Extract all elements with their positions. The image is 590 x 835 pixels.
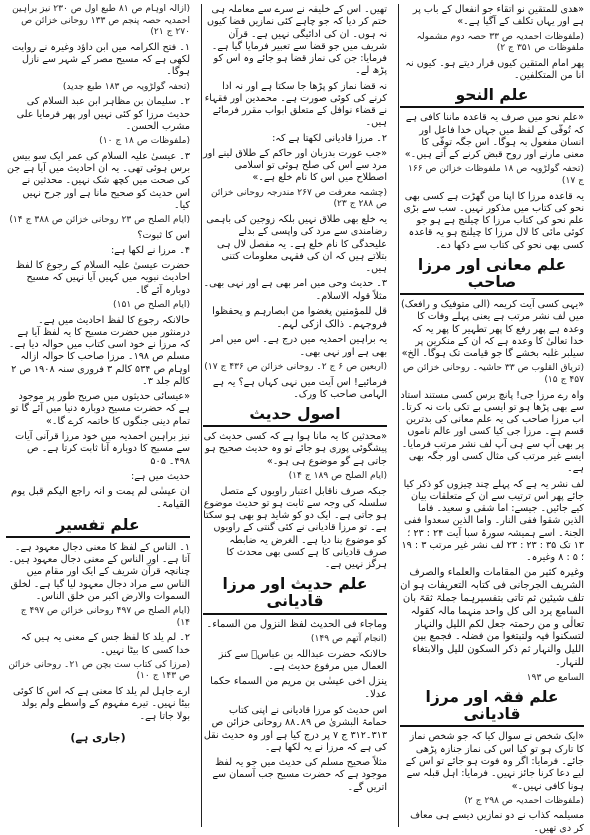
paragraph: «یہی کسی آیت کریمہ (الی متوفیک و رافعک) میں لف نشر مرتب ہے یعنی پہلے وفات کا وعدہ ہے پھر رفع کا پھر تطہیر کا پھر یہ کہ خدا تعالیٰ کا وعدہ ہے کہ ان کے منکرین پر سیلبر غلبہ بخشے گا جو قیامت تک ہوگا۔ الخ» (401, 299, 584, 360)
column-left (6, 4, 190, 827)
citation: (تحفہ گولڑویہ ص ۱۸۳ طبع جدید) (62, 81, 190, 92)
continued-note: (جاری ہے) (70, 730, 126, 744)
paragraph: حالانکہ حضرت عبداللہ بن عباسؓ سے کنز العمال میں مرفوع حدیث ہے۔ (218, 648, 387, 673)
paragraph: «محدثین کا یہ مانا ہوا ہے کہ کسی حدیث کی پیشگوئی پوری ہو جائے تو وہ حدیث صحیح ہو جاتی ہے گو موضوع ہی ہو۔» (203, 431, 387, 467)
arabic-quote: قل للمؤمنین یغضوا من ابصارہم و یحفظوا فروجہم۔ ذالک ازکی لہم۔ (212, 305, 387, 330)
paragraph: لف نشر یہ ہے کہ پہلے چند چیزوں کو ذکر کیا جائے پھر اس ترتیب سے ان کے متعلقات بیان کیے جائیں۔ جیسے: اما شقی و سعید۔ فاما الذین شقوا ففی النار۔ واما الذین سعدوا ففی الجنۃ۔ اسے ہمیشہ سورۃ سبا آیت ۲۴ : ۲۳ ؛ ۱۳ تک ۳۵ : ۲۳ : ۲۳ لف نشر غیر مرتب ۳ : ۱۹ ؛ ۵ : ۸ وغیرہ۔ (401, 478, 584, 564)
paragraph: نہ قضا نماز کو پڑھا جا سکتا ہے اور نہ ادا کرنے کی کوئی صورت ہے۔ محمدین اور فقہاء نے قضاء نوافل کے متعلق ابواب مقرر فرمائے ہیں۔ (204, 80, 387, 129)
citation: (ایام الصلح ص ۱۸۹ ج ۱۴) (288, 470, 387, 481)
paragraph: یہ قاعدہ مرزا کا اپنا من گھڑت ہے کسی بھی نحو کی کتاب میں مذکور نہیں۔ سب سے بڑی علم نحو کی کتاب مرزا کا چیلنج ہے ہو جو کوئی مائی کا لال مرزا کا چیلنج ہو یہ قاعدہ کسی بھی نحو کی کتاب سے دکھا دے۔ (403, 190, 584, 251)
paragraph: ۳۔ حدیث وحی میں امر بھی ہے اور نہی بھی۔ مثلاً قولہ الاسلام۔ (203, 278, 387, 302)
arabic-quote: وغیرہ کثیر من المقامات والعلماء والصرف الشریف الجرجانی فی کتابہ التعریفات ہو ان تلف شیئین ثم تاتی بتفسیرہما جملۃ ثقۃ بان السامع یرد الی کل واحد منہما مالہ کقولہ تعالٰی و من رحمتہ جعل لکم اللیل والنہار لتسکنوا فیہ ولتبتغوا من فضلہ۔ فجمع بین اللیل والنہار ثم ذکر السکون للیل والابتغاء للنہار۔ (400, 567, 584, 668)
citation: (چشمہ معرفت ص ۲۶۷ مندرجہ روحانی خزائن ص ۲۸۸ ج ۲۳) (210, 187, 387, 210)
column-right (400, 4, 584, 834)
paragraph: حضرت عیسیٰ علیہ السلام کے رجوع کا لفظ احادیث نبویہ میں کہیں آیا نہیں کہ مسیح دوبارہ آئے گا۔ (15, 260, 190, 296)
paragraph: ۱۔ الناس کے لفظ کا معنی دجال معہود ہے۔ آتا ہے۔ اور الناس کے معنی دجال معہود ہیں۔ چنانچہ قرآن شریف کے ایک اور مقام میں الناس سے مراد دجال معہود لیا گیا ہے۔ لخلق السموات والارض اکبر من خلق الناس۔ (8, 541, 190, 602)
paragraph: ۲۔ سلیمان بن مظاہر ابن عبد السلام کی حدیث مرزا کو کئی نہیں اور پھر فرمایا علی مشرب الحسن۔ (16, 96, 190, 132)
citation: (ازالہ اوہام ص ۸۱ طبع اول ص ۲۳۰ نیز براہین احمدیہ حصہ پنجم ص ۱۳۳ روحانی خزائن ص ۲۷۰ ج ۲۱) (12, 4, 190, 38)
paragraph: ۴۔ مرزا نے لکھا ہے: (110, 244, 190, 256)
paragraph: ۳۔ عیسیٰ علیہ السلام کی عمر ایک سو بیس برس ہوئی تھی۔ یہ ان احادیث میں آیا ہے جن کی صحت میں کچھ شک نہیں۔ محدثین نے اس حدیث کو صحیح مانا ہے اور جرح نہیں کیا۔ (6, 150, 190, 211)
paragraph: اس کا ثبوت؟ (137, 229, 190, 241)
citation: (مرزا کی کتاب ست بچن ص ۲۱۔ روحانی خزائن ص ۱۴۳ ج ۱۰) (8, 659, 190, 682)
citation: (تحفہ گولڑویہ ص ۱۸ ملفوظات خزائن ص ۱۶۶ ج ۱۷) (408, 164, 584, 187)
paragraph: حدیث میں ہے: (131, 470, 190, 482)
paragraph: اس حدیث کو مرزا قادیانی نے اپنی کتاب حمامۃ البشریٰ ص ۸۹۔۸۸ روحانی خزائن ص ۳۱۳۔۳۱۲ ج ۷ پر درج کیا ہے اور وہ حدیث نقل کی ہے کہ مرزا نے یہ لکھا ہے۔ (203, 705, 387, 753)
section-heading: علم حدیث اور مرزا قادیانی (203, 576, 387, 614)
paragraph: مثلاً صحیح مسلم کی حدیث میں جو یہ لفظ موجود ہے کہ حضرت مسیح جب آسمان سے اتریں گے۔ (212, 757, 387, 793)
paragraph: ارے جاہل لم یلد کا معنی ہے کہ اس کا کوئی بیٹا نہیں۔ تیرے مفہوم کے واسطے ولم یولد بولا جاتا ہے۔ (13, 686, 190, 722)
column-divider (398, 4, 399, 827)
paragraph: یہ خلع بھی طلاق نہیں بلکہ زوجین کی باہمی رضامندی سے مرد کی واپسی کے بدلے علیحدگی کا نام خلع ہے۔ یہ مفصل لال ہی بتلاتے ہیں کہ ان کی فقہی معلومات کتنی ہیں۔ (206, 213, 387, 275)
citation: (تریاق القلوب ص ۳۳ حاشیہ۔ روحانی خزائن ص ۴۵۷ ج ۱۵) (403, 363, 584, 386)
paragraph: «جب عورت بدزبان اور حاکم کے طلاق لینے اور مرد سے اس کی صلح ہوئی تو اسلامی اصطلاح میں اس کا نام خلع ہے۔» (203, 147, 387, 184)
citation: (ایام الصلح ص ۱۵۱) (113, 300, 190, 310)
paragraph: واہ رے مرزا جی! پانچ برس کسی مستند استاد سے بھی پڑھا ہو تو ایسی بے تکی بات نہ کرتا۔ اب مرزا صاحب کی یہ علم معانی کی بدترین قسم ہے۔ مرزا جی کیا کسی اور عالم ناموں پر بھی آپ سے ہی آپ لف نشر مرتب فرمایا۔ ایسے غیر مرتب کی مثال کسی اور جگہ بھی ہے۔ (400, 389, 584, 475)
section-heading: علم تفسیر (6, 517, 190, 538)
arabic-quote: ان عیسٰی لم یمت و انہ راجع الیکم قبل یوم القیامۃ۔ (11, 486, 190, 510)
paragraph: فرمائیے! اس آیت میں نہی کہاں ہے؟ یہ ہے الہامی صاحب کا ورک۔ (212, 376, 387, 400)
citation: (ایام الصلح ص ۴۹۷ روحانی خزائن ص ۴۹۷ ج ۱۴) (20, 606, 190, 628)
citation: (اربعین ص ۶ ج ۲۔ روحانی خزائن ص ۴۳۶ ج ۱۷) (204, 361, 387, 372)
citation: (انجام آتھم ص ۱۴۹) (310, 634, 387, 645)
arabic-quote: ینزل اخی عیسٰی بن مریم من السماء حکما عدلا۔ (210, 676, 387, 701)
paragraph: «علم نحو میں صرف یہ قاعدہ ماننا کافی ہے کہ تُوفّی کے لفظ میں جہاں خدا فاعل اور انسان مفعول بہ ہوگا۔ اس جگہ توفّی کا معنی مارنے اور روح قبض کرنے کے آتے ہیں۔» (404, 112, 584, 161)
paragraph: جبکہ صرف ناقابل اعتبار راویوں کے متصل سلسلہ کی وجہ سے ثابت ہو تو حدیث موضوع ہو جاتی ہے۔ ایک دو کو شاید ہو بھی ہو سکتا ہے۔ تو مرزا قادیانی نے کئی گنتی کے راویوں کو موضوع بنا دیا ہے۔ الغرض یہ ضابطہ صرف قادیانی کا ہے کسی بھی محدث کا ہرگز نہیں ہے۔ (203, 485, 387, 571)
section-heading: علم معانی اور مرزا صاحب (400, 257, 584, 295)
citation: (ملفوظات احمدیہ ص ۲۹۸ ج ۲) (464, 795, 584, 806)
paragraph: ۱۔ فتح الکرامہ میں ابن داؤد وغیرہ نے روایت لکھی ہے کہ مسیح مصر کے شہر سے نازل ہوگا۔ (11, 41, 190, 78)
paragraph: مسیلمہ کذاب نے دو نمازیں دیسے ہی معاف کر دی تھیں۔ (410, 810, 584, 834)
paragraph: «هدی للمتقین نو اتقاء جو انفعال کے باب پر ہے اور یہاں تکلف کے آگیا ہے۔» (412, 4, 584, 28)
paragraph: ۲۔ لم یلد کا لفظ جس کے معنی یہ ہیں کہ خدا کسی کا بیٹا نہیں۔ (20, 632, 190, 656)
citation: (ملفوظات احمدیہ ص ۳۳ حصہ دوم مشمولہ ملفوظات ص ۳۵۱ ج ۲) (416, 31, 584, 54)
column-divider (201, 4, 202, 827)
paragraph: ۲۔ مرزا قادیانی لکھتا ہے کہ: (272, 132, 387, 144)
citation: (ایام الصلح ص ۲۳ روحانی خزائن ص ۳۸۸ ج ۱۴) (9, 215, 190, 226)
paragraph: نیز براہین احمدیہ میں خود مرزا قرآنی آیات سے مسیح کا دوبارہ آنا ثابت کرتا ہے۔ ص ۴۹۸۔ ۵۰۵ (15, 431, 190, 467)
paragraph: «عیسائی حدیثوں میں صریح طور پر موجود ہے کہ حضرت مسیح دوبارہ دنیا میں آئے گا تو تمام دینی جنگوں کا خاتمہ کرے گا۔» (10, 391, 190, 427)
paragraph: حالانکہ رجوع کا لفظ احادیث میں ہے۔ درمنثور میں حضرت مسیح کا یہ لفظ آیا ہے کہ مرزا نے خود اسی کتاب میں حوالہ دیا ہے۔ مسلم ص ۱۹۸۔ مرزا صاحب کا حوالہ ازالہ اوہام ص ۵۳۴ کالم ۳ فروری سنہ ۱۹۰۸ ص ۲ کالم جلد ۳۔ (8, 314, 190, 387)
section-heading: اصول حدیث (203, 406, 387, 427)
arabic-quote: وماجاء فی الحدیث لفظ النزول من السماء۔ (206, 618, 387, 630)
section-heading: علم فقہ اور مرزا قادیانی (400, 689, 584, 727)
paragraph: پھر امام المتقین کیوں قرار دیتے ہو۔ کیوں نہ انا من المتکلفین۔ (405, 57, 584, 82)
column-middle (203, 4, 387, 827)
section-heading: علم النحو (400, 87, 584, 108)
paragraph: تھیں۔ اس کے خلیفہ نے سرے سے معاملہ ہی ختم کر دیا کہ جو چاہے کئی نمازیں قضا کیوں نہ ہوں۔ ان کی ادائیگی نہیں ہے۔ قرآن شریف میں جو قضا سے تعبیر فرمایا گیا ہے۔ فرمایا: جن کی نماز قضا ہو جائے وہ اس کو پڑھ لے۔ (206, 4, 387, 77)
citation: (ملفوظات ص ۱۸ ج ۱۰) (99, 136, 190, 147)
paragraph: یہ براہین احمدیہ میں درج ہے۔ اس میں امر بھی ہے اور نہی بھی۔ (210, 334, 387, 358)
citation: السامع ص ۱۹۳ (526, 672, 584, 683)
paragraph: «ایک شخص نے سوال کیا کہ جو شخص نماز کا تارک ہو تو کیا اس کی نماز جنازہ پڑھی جائے۔ فرمایا: اگر وہ فوت ہو جائے تو اس کے لیے دعا کرنا جائز نہیں۔ فرمایا: اہل قبلہ سے ہونا کافی نہیں۔» (405, 731, 584, 792)
